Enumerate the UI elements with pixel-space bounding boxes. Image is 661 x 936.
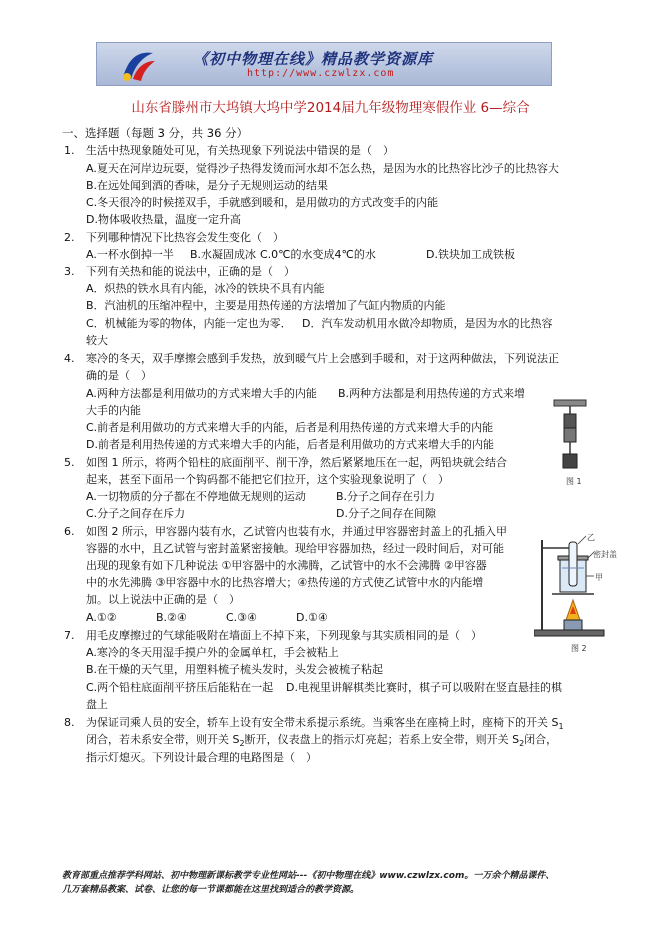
- page-title: 山东省滕州市大坞镇大坞中学2014届九年级物理寒假作业 6—综合: [131, 100, 530, 116]
- q7-number: 7.: [64, 629, 75, 642]
- q2-stem: 下列哪种情况下比热容会发生变化（ ）: [86, 231, 284, 244]
- q5-stem-cont: 起来，甚至下面吊一个钩码都不能把它们拉开，这个实验现象说明了（ ）: [86, 473, 449, 486]
- header-banner: [96, 42, 552, 86]
- q1-option-a: A.夏天在河岸边玩耍，觉得沙子热得发烫而河水却不怎么热，是因为水的比热容比沙子的比热容大: [86, 162, 559, 175]
- q3-number: 3.: [64, 265, 75, 278]
- q7-option-a: A.寒冷的冬天用湿手摸户外的金属单杠，手会被粘上: [86, 646, 339, 659]
- q7-stem: 用毛皮摩擦过的气球能吸附在墙面上不掉下来，下列现象与其实质相同的是（ ）: [86, 629, 482, 642]
- q6-stem: 如图 2 所示，甲容器内装有水，乙试管内也装有水，并通过甲容器密封盖上的孔插入甲: [86, 525, 507, 538]
- q1-stem: 生活中热现象随处可见，有关热现象下列说法中错误的是（ ）: [86, 144, 394, 157]
- q1-number: 1.: [64, 144, 75, 157]
- q3-option-c: C．机械能为零的物体，内能一定也为零．: [86, 317, 292, 330]
- q2-option-b: B.水凝固成冰: [190, 248, 257, 261]
- q3-option-d-cont: 较大: [86, 334, 108, 347]
- q5-option-b: B.分子之间存在引力: [336, 490, 436, 503]
- q3-stem: 下列有关热和能的说法中，正确的是（ ）: [86, 265, 295, 278]
- q4-option-a: A.两种方法都是利用做功的方式来增大手的内能: [86, 387, 317, 400]
- q6-stem-cont-1: 容器的水中，且乙试管与密封盖紧密接触。现给甲容器加热，经过一段时间后，对可能: [86, 542, 504, 555]
- q8-number: 8.: [64, 716, 75, 729]
- q4-number: 4.: [64, 352, 75, 365]
- q1-option-b: B.在远处闻到酒的香味，是分子无规则运动的结果: [86, 179, 329, 192]
- q3-option-b: B．汽油机的压缩冲程中，主要是用热传递的方法增加了气缸内物质的内能: [86, 299, 446, 312]
- figure-2-label-cover: 密封盖: [593, 550, 617, 559]
- q7-option-d-cont: 盘上: [86, 698, 108, 711]
- q7-option-c: C.两个铅柱底面削平挤压后能粘在一起: [86, 681, 274, 694]
- q4-stem: 寒冷的冬天，双手摩擦会感到手发热，放到暖气片上会感到手暖和，对于这两种做法，下列说法正: [86, 352, 559, 365]
- q7-option-b: B.在干燥的天气里，用塑料梳子梳头发时，头发会被梳子粘起: [86, 663, 384, 676]
- q6-stem-cont-2: 出现的现象有如下几种说法 ①甲容器中的水沸腾，乙试管中的水不会沸腾 ②甲容器: [86, 559, 487, 572]
- q2-option-a: A.一杯水倒掉一半: [86, 248, 174, 261]
- q6-option-a: A.①②: [86, 611, 117, 624]
- site-logo-icon: [119, 47, 157, 83]
- q8-stem-cont: 闭合，若未系安全带，则开关 $S_2$断开，仪表盘上的指示灯亮起；若系上安全带，则开关 $S_2$闭合，: [86, 733, 558, 749]
- q4-option-b: B.两种方法都是利用热传递的方式来增: [338, 387, 526, 400]
- q5-option-c: C.分子之间存在斥力: [86, 507, 186, 520]
- q4-option-d: D.前者是利用热传递的方式来增大手的内能，后者是利用做功的方式来增大手的内能: [86, 438, 494, 451]
- section-heading: 一、选择题（每题 3 分，共 36 分）: [62, 126, 249, 140]
- figure-1-lead-cylinders: [552, 398, 588, 476]
- q3-option-a: A．炽热的铁水具有内能，冰冷的铁块不具有内能: [86, 282, 325, 295]
- figure-2-label-yi: 乙: [587, 533, 595, 542]
- q3-option-d: D．汽车发动机用水做冷却物质，是因为水的比热容: [302, 317, 553, 330]
- q7-option-d: D.电视里讲解棋类比赛时，棋子可以吸附在竖直悬挂的棋: [286, 681, 562, 694]
- q2-number: 2.: [64, 231, 75, 244]
- q6-option-c: C.③④: [226, 611, 257, 624]
- figure-2-label-jia: 甲: [595, 573, 603, 582]
- q4-option-c: C.前者是利用做功的方式来增大手的内能，后者是利用热传递的方式来增大手的内能: [86, 421, 494, 434]
- q6-stem-cont-4: 加。以上说法中正确的是（ ）: [86, 593, 240, 606]
- footer-line-2: 几万套精品教案、试卷、让您的每一节课都能在这里找到适合的教学资源。: [62, 885, 360, 895]
- q6-option-b: B.②④: [156, 611, 187, 624]
- q5-option-d: D.分子之间存在间隙: [336, 507, 436, 520]
- q2-option-d: D.铁块加工成铁板: [426, 248, 515, 261]
- q4-option-b-cont: 大手的内能: [86, 404, 141, 417]
- q6-stem-cont-3: 中的水先沸腾 ③甲容器中水的比热容增大；④热传递的方式使乙试管中水的内能增: [86, 576, 484, 589]
- q5-stem: 如图 1 所示，将两个铅柱的底面削平、削干净，然后紧紧地压在一起，两铅块就会结合: [86, 456, 507, 469]
- q1-option-d: D.物体吸收热量，温度一定升高: [86, 213, 241, 226]
- banner-title: 《初中物理在线》精品教学资源库: [193, 50, 434, 68]
- q6-number: 6.: [64, 525, 75, 538]
- q8-stem: 为保证司乘人员的安全，轿车上设有安全带未系提示系统。当乘客坐在座椅上时，座椅下的开关 $S_1$: [86, 716, 564, 732]
- q6-option-d: D.①④: [296, 611, 328, 624]
- banner-url: http://www.czwlzx.com: [247, 68, 395, 79]
- q4-stem-cont: 确的是（ ）: [86, 369, 152, 382]
- q1-option-c: C.冬天很冷的时候搓双手，手就感到暖和，是用做功的方式改变手的内能: [86, 196, 439, 209]
- q5-number: 5.: [64, 456, 75, 469]
- footer-line-1: 教育部重点推荐学科网站、初中物理新课标教学专业性网站---《初中物理在线》www.czwlzx.com。一万余个精品课件、: [62, 871, 555, 881]
- figure-1-label: 图 1: [566, 477, 582, 486]
- figure-2-label: 图 2: [571, 644, 587, 653]
- q8-stem-cont-2: 指示灯熄灭。下列设计最合理的电路图是（ ）: [86, 751, 317, 764]
- q2-option-c: C.0℃的水变成4℃的水: [260, 248, 376, 261]
- q5-option-a: A.一切物质的分子都在不停地做无规则的运动: [86, 490, 306, 503]
